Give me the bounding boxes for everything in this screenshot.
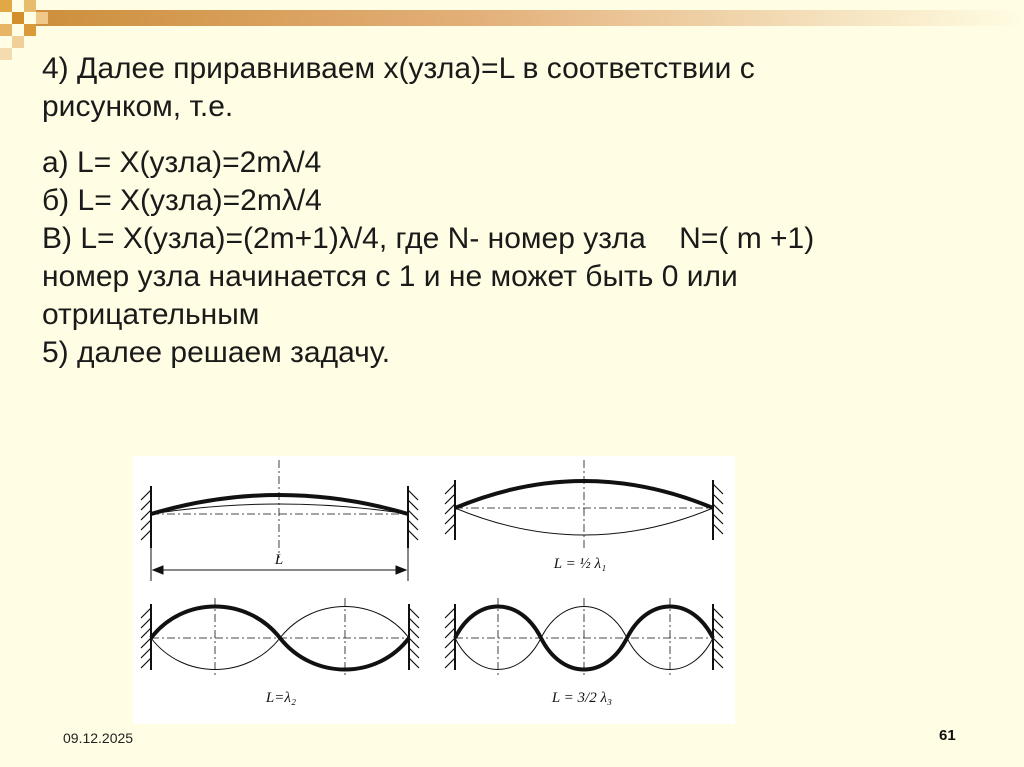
node-note-line-1: номер узла начинается с 1 и не может быть 0 или — [42, 260, 738, 293]
panel-4-label: L = 3/2 λ₃ — [551, 690, 613, 706]
text-line-2: рисунком, т.е. — [42, 90, 234, 123]
corner-squares — [0, 0, 48, 60]
header-gradient-bar — [36, 10, 1024, 26]
panel-3-label: L=λ₂ — [265, 690, 297, 706]
node-note-line-2: отрицательным — [42, 298, 260, 331]
formula-b: б) L= Х(узла)=2mλ/4 — [42, 184, 322, 217]
footer-date: 09.12.2025 — [63, 730, 134, 746]
formula-c: В) L= Х(узла)=(2m+1)λ/4, где N- номер узла N=( m +1) — [42, 222, 815, 255]
formula-a: а) L= Х(узла)=2mλ/4 — [42, 146, 322, 179]
standing-waves-figure — [133, 456, 735, 724]
text-line-1: 4) Далее приравниваем х(узла)=L в соответствии с — [42, 52, 755, 85]
page-number: 61 — [939, 727, 956, 744]
panel-2-label: L = ½ λ₁ — [553, 556, 607, 572]
step-5: 5) далее решаем задачу. — [42, 336, 391, 369]
panel-1-label: L — [274, 552, 284, 568]
slide-body — [42, 50, 1012, 372]
